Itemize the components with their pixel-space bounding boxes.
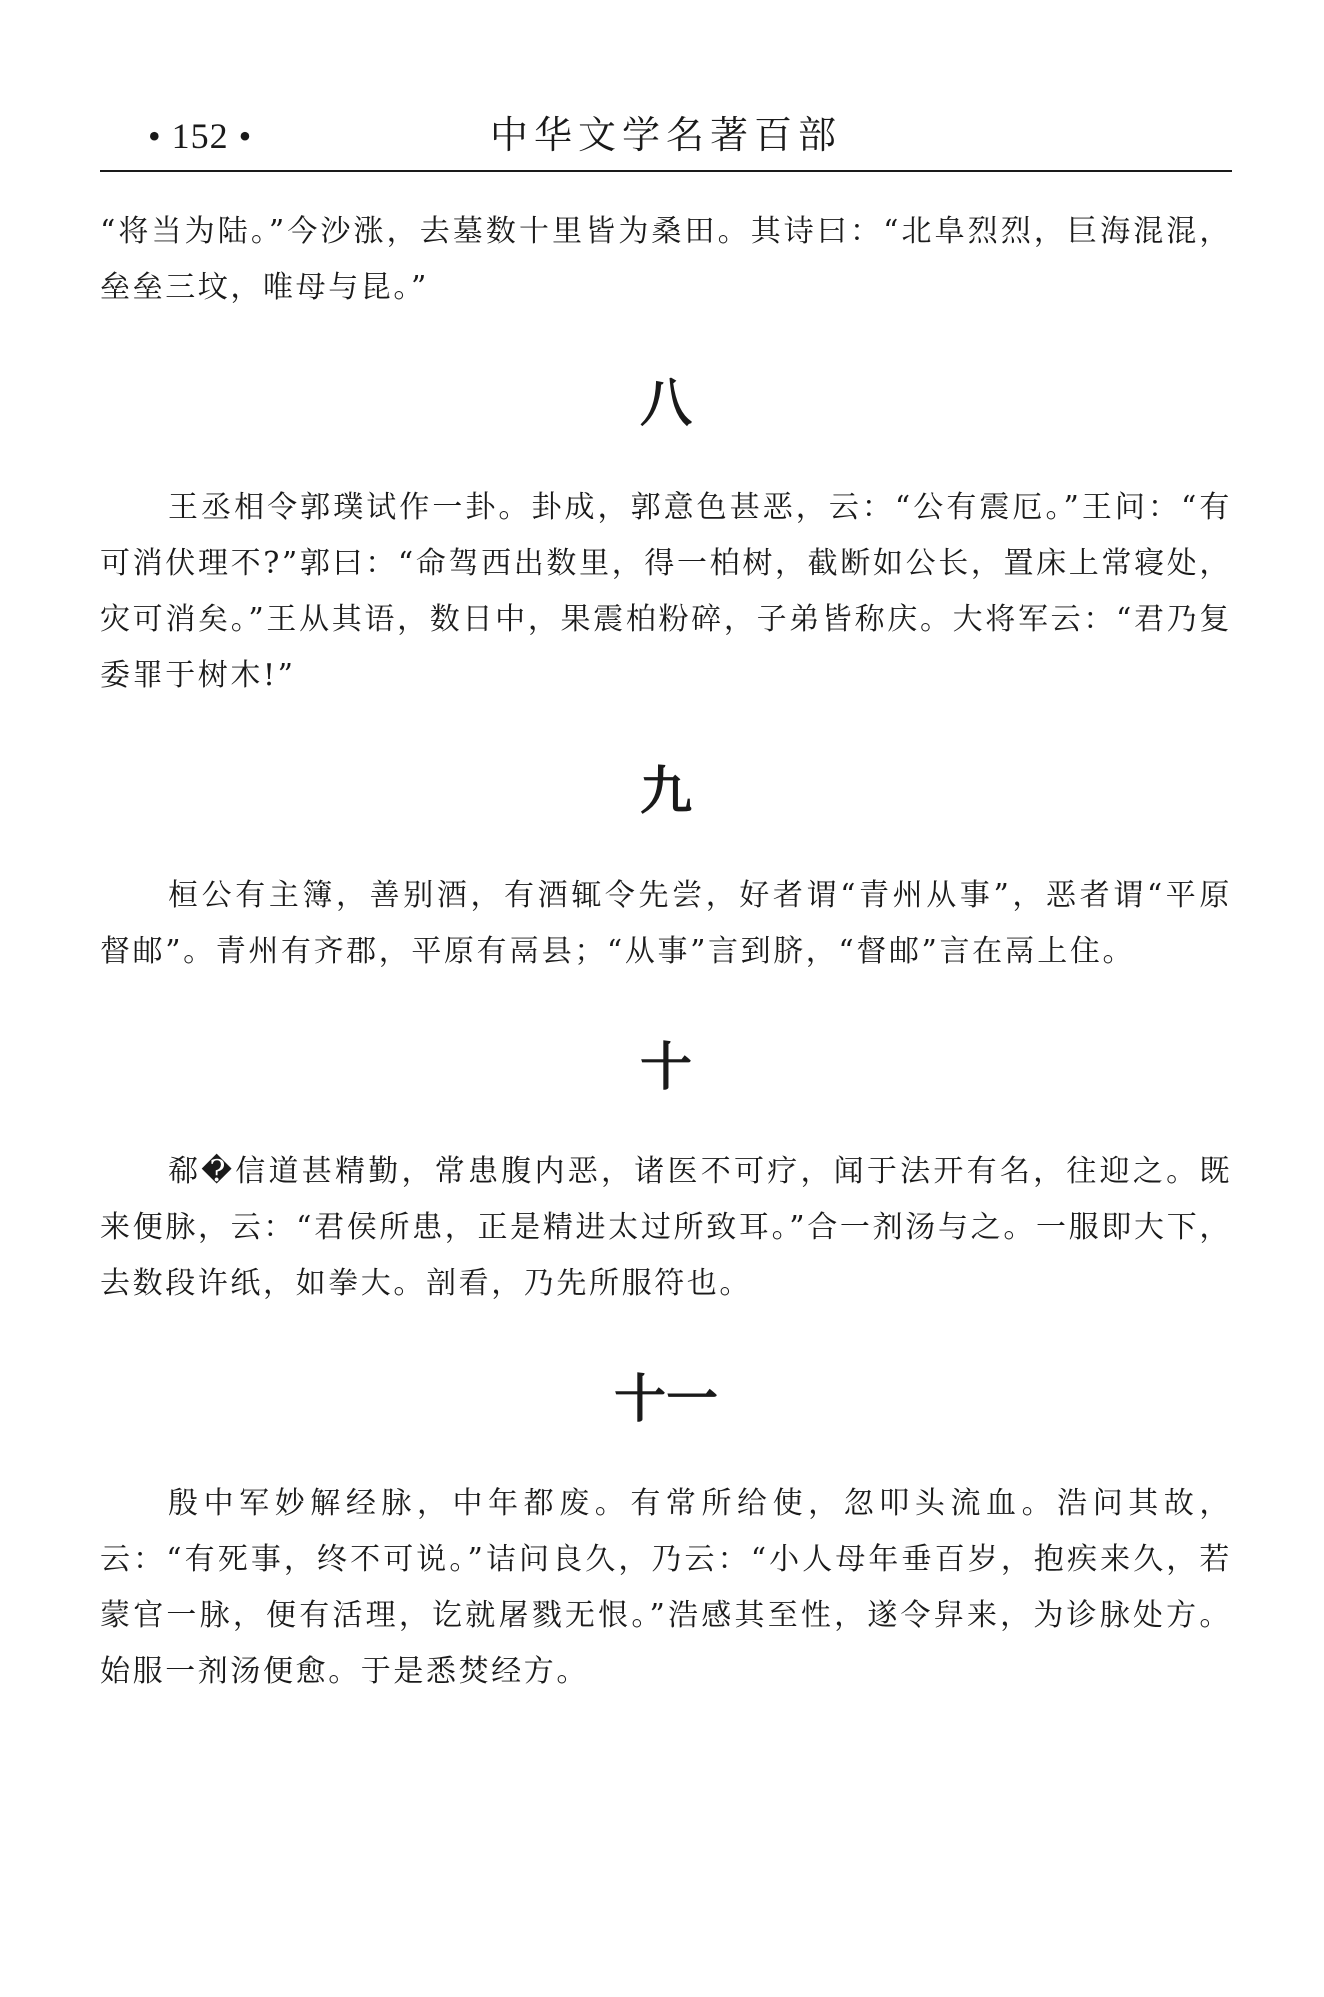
running-header (100, 108, 1232, 168)
header-rule (100, 170, 1232, 172)
continued-paragraph: “将当为陆。”今沙涨，去墓数十里皆为桑田。其诗曰：“北阜烈烈，巨海混混，垒垒三坟，唯母与昆。” (100, 214, 1232, 305)
section-paragraph-9: 桓公有主簿，善别酒，有酒辄令先尝，好者谓“青州从事”，恶者谓“平原督邮”。青州有齐郡，平原有鬲县；“从事”言到脐，“督邮”言在鬲上住。 (100, 878, 1232, 969)
page-body (100, 204, 1232, 1700)
section-heading-10: 十 (639, 1038, 692, 1098)
section-paragraph-11: 殷中军妙解经脉，中年都废。有常所给使，忽叩头流血。浩问其故，云：“有死事，终不可说。”诘问良久，乃云：“小人母年垂百岁，抱疾来久，若蒙官一脉，便有活理，讫就屠戮无恨。”浩感其至性，遂令舁来，为诊脉处方。始服一剂汤便愈。于是悉焚经方。 (100, 1486, 1232, 1689)
section-heading-9: 九 (639, 762, 692, 822)
section-paragraph-8: 王丞相令郭璞试作一卦。卦成，郭意色甚恶，云：“公有震厄。”王问：“有可消伏理不?”郭曰：“命驾西出数里，得一柏树，截断如公长，置床上常寝处，灾可消矣。”王从其语，数日中，果震柏粉碎，子弟皆称庆。大将军云：“君乃复委罪于树木!” (100, 490, 1232, 693)
section-heading-11: 十一 (613, 1370, 718, 1430)
section-heading-8: 八 (639, 374, 692, 434)
book-title: 中华文学名著百部 (489, 113, 842, 157)
page-number: • 152 • (148, 116, 253, 156)
section-paragraph-10: 郗�信道甚精勤，常患腹内恶，诸医不可疗，闻于法开有名，往迎之。既来便脉，云：“君侯所患，正是精进太过所致耳。”合一剂汤与之。一服即大下，去数段许纸，如拳大。剖看，乃先所服符也。 (100, 1154, 1232, 1301)
